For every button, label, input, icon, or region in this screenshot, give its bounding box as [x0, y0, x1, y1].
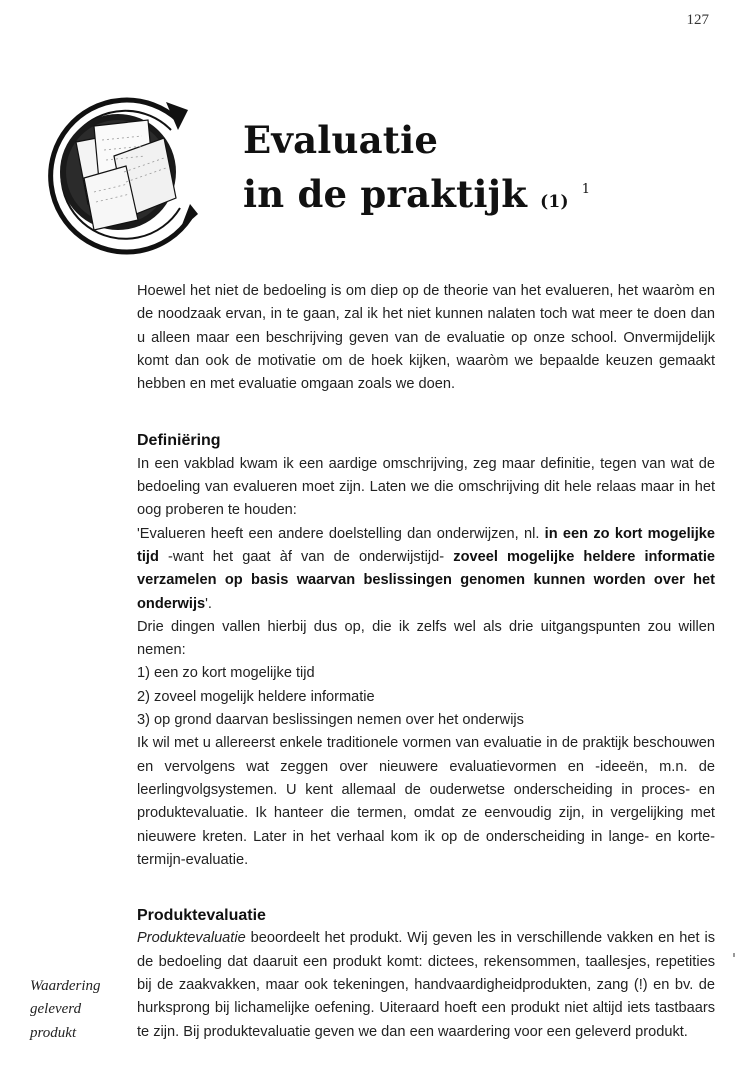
margin-note-line: geleverd	[30, 1001, 82, 1018]
circular-arrow-papers-icon	[28, 80, 208, 260]
title-footnote-marker: 1	[581, 182, 591, 197]
section-heading-definiering: Definiëring	[137, 432, 221, 450]
quote-bold-2: zoveel mogelijke heldere informatie verzamelen op basis waarvan beslissingen genomen kunnen worden over het onderwijs	[137, 548, 715, 612]
quote-mid: -want het gaat àf van de onderwijstijd-	[158, 548, 454, 565]
evaluation-cycle-illustration	[28, 80, 208, 260]
produktevaluatie-text: beoordeelt het produkt. Wij geven les in verschillende vakken en het is de bedoeling dat daaruit een produkt komt: dictees, rekensommen, taallesjes, repetities bij de zaakvakken, maar ook tekeningen, handvaardigheidprodukten, zang (!) en bv. de hurksprong bij lichamelijke oefening. Uiteraard hoeft een produkt niet altijd iets tastbaars te zijn. Bij produktevaluatie geven we dan een waardering voor een geleverd produkt.	[137, 930, 715, 1040]
quote-open: 'Evalueren heeft een andere doelstelling dan onderwijzen, nl.	[137, 525, 545, 542]
definiering-paragraph-1: In een vakblad kwam ik een aardige omschrijving, zeg maar definitie, tegen van wat de bedoeling van evalueren moet zijn. Laten we die omschrijving dit hele relaas maar in het oog proberen te houden:	[137, 455, 715, 519]
margin-note-line: Waardering	[30, 978, 101, 994]
article-body	[137, 280, 715, 1044]
scan-speck	[733, 953, 735, 957]
quote-close: '.	[205, 595, 212, 612]
produktevaluatie-term: Produktevaluatie	[137, 930, 246, 947]
margin-note-line: produkt	[30, 1024, 77, 1041]
title-line-1: Evaluatie	[243, 118, 439, 162]
intro-paragraph: Hoewel het niet de bedoeling is om diep op de theorie van het evalueren, het waaròm en de noodzaak ervan, in te gaan, zal ik het niet kunnen nalaten toch wat meer te doen dan u alleen maar een beschrijving geven van de evaluatie op onze school. Onvermijdelijk komt dan ook de motivatie om de hoek kijken, waaròm we bepaalde keuzen gemaakt hebben en met evaluatie omgaan zoals we doen.	[137, 283, 715, 393]
quote-bold-1: in een zo kort mogelijke tijd	[137, 525, 715, 565]
list-item: 2) zoveel mogelijk heldere informatie	[137, 688, 375, 705]
list-item: 1) een zo kort mogelijke tijd	[137, 665, 315, 682]
title-line-2: in de praktijk	[243, 172, 528, 216]
title-part-number: (1)	[540, 192, 569, 212]
definiering-paragraph-3: Ik wil met u allereerst enkele traditionele vormen van evaluatie in de praktijk beschouwen en vervolgens wat zeggen over nieuwere evaluatievormen en -ideeën, m.n. de leerlingvolgsystemen. U kent allemaal de ouderwetse onderscheiding in proces- en produktevaluatie. Ik hanteer die termen, omdat ze eenvoudig zijn, in vergelijking met nieuwere kreten. Later in het verhaal kom ik op de onderscheiding in lange- en korte-termijn-evaluatie.	[137, 735, 715, 868]
page-title	[243, 116, 590, 227]
definiering-paragraph-2: Drie dingen vallen hierbij dus op, die ik zelfs wel als drie uitgangspunten zou willen nemen:	[137, 618, 715, 659]
list-item: 3) op grond daarvan beslissingen nemen over het onderwijs	[137, 712, 524, 729]
page-number: 127	[686, 12, 709, 28]
produktevaluatie-paragraph	[137, 927, 715, 1043]
definition-quote	[137, 523, 715, 616]
margin-note	[30, 975, 101, 1045]
section-heading-produktevaluatie: Produktevaluatie	[137, 907, 266, 925]
